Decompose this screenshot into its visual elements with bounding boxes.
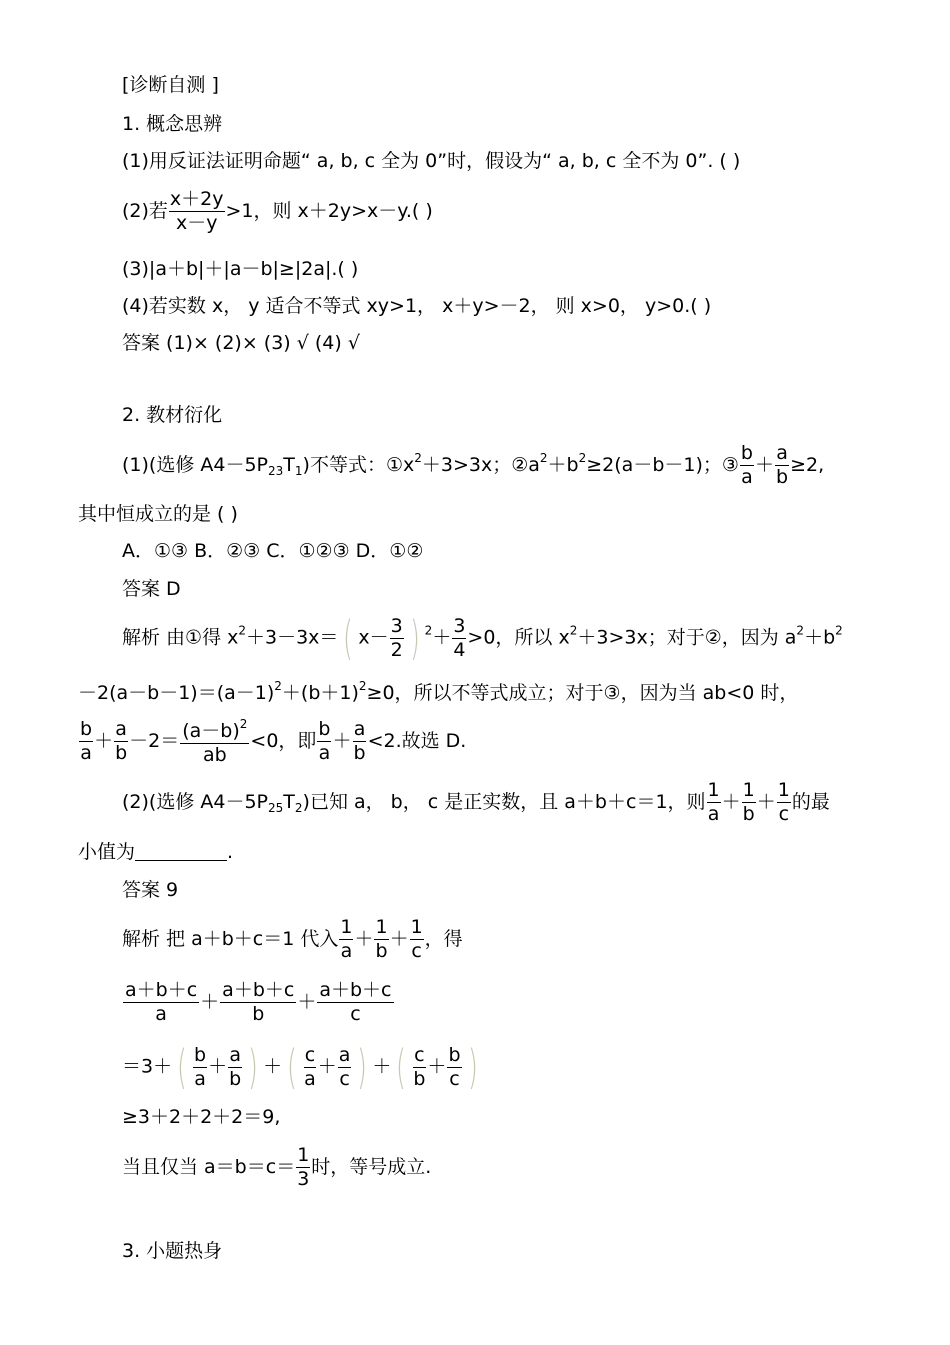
sol2-one-third [296,1146,310,1189]
sol2-join-plus-1: ＋ [263,1055,283,1078]
p1-frac2-num: a [776,442,788,464]
p2-sub-1: 25 [268,801,284,815]
sol2-g1-f1-num: b [194,1043,207,1066]
solution-2-2-line4: ≥3＋2＋2＋2＝9, [122,1106,281,1128]
sol2-fraction-1-over-c [410,918,424,961]
sol1-text-d: ＋ [432,626,452,649]
sol2-sum3-den: c [350,1003,361,1025]
sol1-l3-frac3-num-text: (a－b) [182,720,240,742]
sol1-sup-3: 2 [569,623,578,638]
sol1-l3-fraction-square [180,718,249,765]
question-1-2 [122,190,433,233]
sol1-fraction-3-4 [452,614,466,661]
p1-frac1-num: b [740,442,753,464]
solution-2-2-line2 [122,981,395,1024]
sol2-g2-f1-num: c [304,1043,316,1066]
p1-text-b: T [283,454,295,476]
sol1-l3-sup: 2 [239,717,248,731]
p2-fraction-1-over-c [777,781,791,824]
sol1-l3-text-c: <2.故选 D. [367,730,467,752]
p2-frac-b-num: 1 [742,779,755,801]
sol2-text-a: 解析 把 a＋b＋c＝1 代入 [122,928,339,950]
p1-text-f: ≥2(a－b－1)；③ [586,454,739,476]
p2-frac-a-den: a [707,803,720,825]
sol2-paren-1-right: ) [248,1040,259,1094]
sol1-text-a: 解析 由①得 x [122,626,239,649]
section-1-title: 1. 概念思辨 [122,113,223,135]
sol1-text-e: >0，所以 x [467,626,570,649]
sol2-g2-f2-num: a [338,1043,351,1066]
p2-line2-text: 小值为 [78,841,136,863]
q2-numerator: x＋2y [169,188,224,210]
sol1-fraction-3-2 [390,614,404,661]
sol2-third-num: 1 [297,1144,310,1166]
sol2-paren-2-left: ( [287,1040,298,1094]
sol1-frac1-num: 3 [390,614,403,637]
sol1-l2-text-a: －2(a－b－1)＝(a－1) [78,682,275,704]
sol2-sum-over-a [123,981,199,1024]
solution-2-1-line1 [122,611,843,665]
p1-fraction-a-over-b [775,444,789,487]
solution-2-1-line3 [78,718,466,765]
sol2-when-end: 时，等号成立. [311,1156,432,1178]
sol1-l3-fraction-b-over-a [79,720,93,763]
answer-1: 答案 (1)× (2)× (3) √ (4) √ [122,332,360,354]
sol2-sum2-den: b [252,1003,265,1025]
problem-2-1-line2: 其中恒成立的是 ( ) [78,503,238,525]
sol2-g2-f2-den: c [339,1067,350,1090]
p2-frac-a-num: 1 [707,779,720,801]
sol1-l3-frac1-num: b [80,718,93,740]
p1-text-c: )不等式：①x [302,454,415,476]
sol2-g3-f2-den: c [449,1067,460,1090]
sol2-sum1-den: a [155,1003,167,1025]
sol1-l2-text-c: ≥0，所以不等式成立；对于③，因为当 ab<0 时， [366,682,799,704]
sol1-left-paren: ( [343,611,354,665]
sol1-frac1-den: 2 [390,638,403,661]
sol1-l3-frac3-num [180,718,249,744]
sol2-frac-c-den: c [411,940,422,962]
sol2-frac-b-den: b [375,940,388,962]
p2-frac-b-den: b [742,803,755,825]
sol2-frac-a-den: a [340,940,353,962]
answer-2-2: 答案 9 [122,879,179,901]
sol1-text-f: ＋3>3x；对于②，因为 a [577,626,797,649]
sol2-sum3-num: a＋b＋c [319,979,392,1001]
sol2-c-over-a [303,1043,317,1090]
sol1-l3-frac4-den: a [318,742,331,764]
sol2-frac-a-num: 1 [340,916,353,938]
section-2-title: 2. 教材衍化 [122,404,223,426]
p2-frac-c-num: 1 [777,779,790,801]
sol2-sum-over-c [317,981,393,1024]
sol2-g1-plus: ＋ [208,1055,228,1078]
sol2-b-over-c [447,1043,461,1090]
p1-text-g: ≥2, [790,454,825,476]
p2-fraction-1-over-a [707,781,721,824]
sol2-g1-f1-den: a [194,1067,206,1090]
solution-2-1-line2 [78,680,798,703]
sol2-paren-1-left: ( [177,1040,188,1094]
section-3-title: 3. 小题热身 [122,1240,223,1262]
q2-suffix: >1，则 x＋2y>x－y.( ) [225,200,433,222]
sol2-g3-plus: ＋ [427,1055,447,1078]
sol1-l3-frac1-den: a [80,742,92,764]
sol1-sup-2: 2 [424,623,433,638]
q2-fraction [169,190,225,233]
answer-2-1: 答案 D [122,578,181,600]
sol1-l3-frac3-den: ab [202,744,227,766]
sol1-text-c: x－ [358,626,389,649]
p2-plus-1: ＋ [721,791,741,813]
p1-frac2-den: b [776,466,789,488]
answer-blank[interactable] [135,860,227,861]
p1-sup-1: 2 [414,451,422,465]
p1-sup-2: 2 [539,451,548,465]
sol1-l3-fraction-a-over-b [114,720,128,763]
sol1-sup-1: 2 [238,623,246,638]
sol2-sum2-num: a＋b＋c [222,979,295,1001]
sol2-a-over-b [228,1043,242,1090]
sol1-l3-frac5-num: a [353,718,366,740]
sol2-sum-over-b [220,981,296,1024]
sol1-sup-5: 2 [835,623,843,638]
question-1-3: (3)|a＋b|＋|a－b|≥|2a|.( ) [122,258,359,280]
question-1-4: (4)若实数 x， y 适合不等式 xy>1， x＋y>－2， 则 x>0， y>0.( ) [122,295,712,317]
sol1-text-b: ＋3－3x＝ [246,626,339,649]
sol2-g3-f1-num: c [414,1043,425,1066]
sol2-join-plus-2: ＋ [372,1055,392,1078]
sol2-paren-2-right: ) [357,1040,368,1094]
q2-prefix: (2)若 [122,200,168,222]
problem-2-2-line1 [122,781,830,824]
sol2-text-b: ，得 [424,928,463,950]
sol2-third-den: 3 [297,1168,310,1190]
p1-text-d: ＋3>3x；②a [421,454,540,476]
sol1-l3-frac2-num: a [115,718,127,740]
sol1-sup-4: 2 [796,623,805,638]
solution-2-2-line3 [122,1040,482,1094]
sol2-eq3-text: ＝3＋ [122,1055,173,1078]
sol1-text-g: ＋b [804,626,836,649]
sol2-g3-f2-num: b [448,1043,461,1066]
p2-sub-2: 2 [294,801,303,815]
p1-sup-3: 2 [578,451,587,465]
sol1-sup-6: 2 [274,679,282,693]
sol1-l3-frac4-num: b [318,718,331,740]
sol2-g1-f2-num: a [229,1043,241,1066]
sol2-fraction-1-over-b [374,918,388,961]
sol2-g2-f1-den: a [304,1067,316,1090]
p2-frac-c-den: c [778,803,790,825]
sol2-a-over-c [338,1043,352,1090]
section-header: [诊断自测 ] [122,74,219,96]
p1-sub-2: 1 [294,464,303,478]
p1-text-e: ＋b [547,454,579,476]
sol1-frac2-num: 3 [453,614,466,637]
question-1-1: (1)用反证法证明命题“ a, b, c 全为 0”时，假设为“ a, b, c 全不为 0”. ( ) [122,150,741,172]
problem-2-2-line2 [78,843,233,862]
sol1-l3-frac2-den: b [115,742,128,764]
sol1-l3-plus: ＋ [94,730,114,752]
sol2-g2-plus: ＋ [317,1055,337,1078]
sol1-l3-fraction-a-over-b-2 [353,720,367,763]
sol2-sum-plus-2: ＋ [297,991,317,1013]
sol1-right-paren: ) [409,611,420,665]
sol1-l3-plus-2: ＋ [332,730,352,752]
solution-2-2-line1 [122,918,463,961]
sol2-when-text: 当且仅当 a＝b＝c＝ [122,1156,296,1178]
sol2-g1-f2-den: b [229,1067,242,1090]
sol2-plus-1: ＋ [354,928,374,950]
p2-text-d: 的最 [791,791,830,813]
p2-text-b: T [283,791,295,813]
p1-fraction-b-over-a [740,444,754,487]
sol2-g3-f1-den: b [413,1067,426,1090]
sol2-sum1-num: a＋b＋c [125,979,198,1001]
sol2-b-over-a [193,1043,207,1090]
sol1-sup-7: 2 [358,679,367,693]
sol1-l3-fraction-b-over-a-2 [317,720,331,763]
sol2-paren-3-right: ) [467,1040,478,1094]
q2-denominator: x－y [175,212,218,234]
sol1-l3-text-a: －2＝ [129,730,180,752]
sol2-frac-b-num: 1 [375,916,388,938]
sol2-sum-plus-1: ＋ [200,991,220,1013]
sol1-frac2-den: 4 [453,638,466,661]
sol2-frac-c-num: 1 [410,916,423,938]
p1-text-a: (1)(选修 A4－5P [122,454,268,476]
sol2-fraction-1-over-a [339,918,353,961]
sol1-l3-text-b: <0，即 [250,730,317,752]
p1-plus: ＋ [754,454,774,476]
sol1-l2-text-b: ＋(b＋1) [281,682,359,704]
options-2-1: A．①③ B．②③ C．①②③ D．①② [122,540,424,562]
solution-2-2-line5 [122,1146,431,1189]
p2-text-c: )已知 a， b， c 是正实数，且 a＋b＋c＝1，则 [302,791,706,813]
p2-plus-2: ＋ [756,791,776,813]
sol1-l3-frac5-den: b [353,742,366,764]
p2-text-a: (2)(选修 A4－5P [122,791,268,813]
p2-line2-end: . [227,841,234,863]
p1-frac1-den: a [741,466,753,488]
p1-sub-1: 23 [268,464,284,478]
sol2-plus-2: ＋ [389,928,409,950]
sol2-paren-3-left: ( [396,1040,407,1094]
problem-2-1-line1 [122,444,824,487]
p2-fraction-1-over-b [742,781,756,824]
sol2-c-over-b [412,1043,426,1090]
